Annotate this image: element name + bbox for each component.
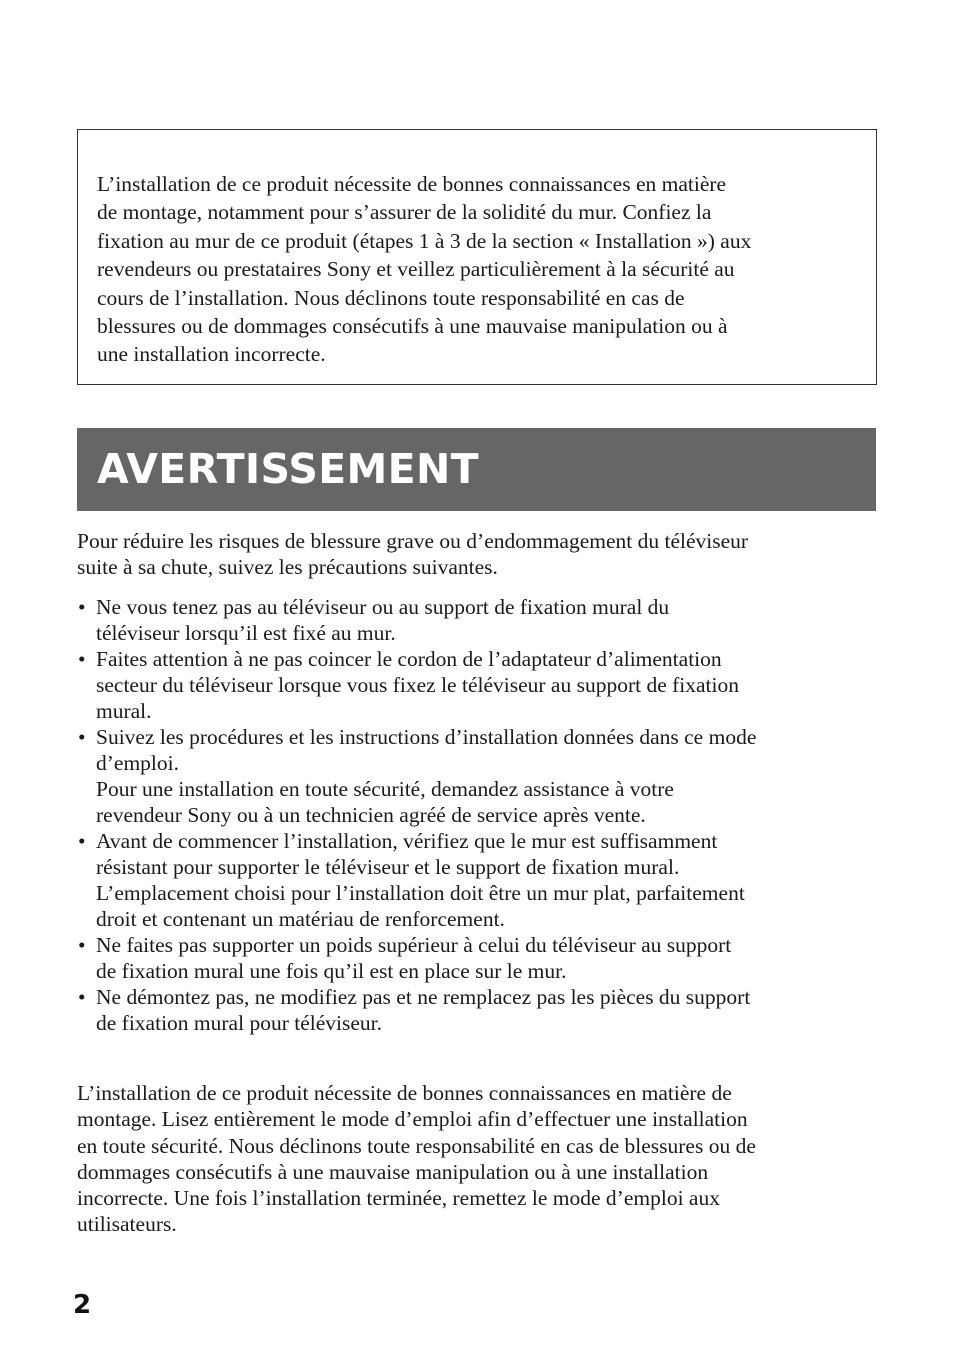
precaution-line: de fixation mural une fois qu’il est en place sur le mur.	[96, 959, 567, 983]
bullet-icon: •	[78, 829, 86, 853]
closing-line: utilisateurs.	[77, 1212, 177, 1237]
intro-line: Pour réduire les risques de blessure grave ou d’endommagement du téléviseur	[77, 529, 749, 553]
closing-line: L’installation de ce produit nécessite de bonnes connaissances en matière de	[77, 1081, 732, 1105]
notice-line: fixation au mur de ce produit (étapes 1 à 3 de la section « Installation ») aux	[97, 228, 752, 253]
precaution-item	[77, 594, 877, 646]
bullet-icon: •	[78, 985, 86, 1009]
installation-notice-box	[77, 129, 877, 385]
precaution-item	[77, 932, 877, 984]
precaution-line: mural.	[96, 699, 152, 723]
notice-line: de montage, notamment pour s’assurer de la solidité du mur. Confiez la	[97, 200, 712, 225]
precaution-line: Ne démontez pas, ne modifiez pas et ne remplacez pas les pièces du support	[96, 985, 751, 1009]
precaution-line: téléviseur lorsqu’il est fixé au mur.	[96, 621, 396, 645]
bullet-icon: •	[78, 595, 86, 619]
closing-paragraph	[77, 1080, 877, 1238]
installation-notice-text	[97, 170, 867, 369]
notice-line: revendeurs ou prestataires Sony et veillez particulièrement à la sécurité au	[97, 257, 735, 282]
precaution-item	[77, 646, 877, 724]
warning-intro	[77, 528, 877, 580]
precaution-line: de fixation mural pour téléviseur.	[96, 1011, 382, 1035]
notice-line: blessures ou de dommages consécutifs à une mauvaise manipulation ou à	[97, 314, 728, 339]
precaution-line: résistant pour supporter le téléviseur et le support de fixation mural.	[96, 855, 680, 879]
notice-line: L’installation de ce produit nécessite de bonnes connaissances en matière	[97, 172, 727, 196]
intro-line: suite à sa chute, suivez les précautions suivantes.	[77, 555, 498, 579]
precaution-line: Faites attention à ne pas coincer le cordon de l’adaptateur d’alimentation	[96, 647, 722, 671]
precaution-line: revendeur Sony ou à un technicien agréé de service après vente.	[96, 803, 646, 827]
page-number: 2	[73, 1290, 92, 1320]
precaution-line: Avant de commencer l’installation, vérifiez que le mur est suffisamment	[96, 829, 718, 853]
warning-title: AVERTISSEMENT	[97, 445, 479, 493]
precaution-line: L’emplacement choisi pour l’installation doit être un mur plat, parfaitement	[96, 881, 745, 905]
bullet-icon: •	[78, 725, 86, 749]
precautions-list	[77, 594, 877, 1036]
closing-line: en toute sécurité. Nous déclinons toute responsabilité en cas de blessures ou de	[77, 1133, 756, 1158]
precaution-line: droit et contenant un matériau de renforcement.	[96, 907, 505, 931]
bullet-icon: •	[78, 933, 86, 957]
precaution-line: Pour une installation en toute sécurité, demandez assistance à votre	[96, 777, 674, 801]
notice-line: une installation incorrecte.	[97, 342, 326, 367]
precaution-line: Ne vous tenez pas au téléviseur ou au support de fixation mural du	[96, 595, 670, 619]
precaution-line: Suivez les procédures et les instructions d’installation données dans ce mode	[96, 725, 757, 749]
warning-banner	[77, 428, 876, 511]
closing-line: montage. Lisez entièrement le mode d’emploi afin d’effectuer une installation	[77, 1107, 748, 1132]
precaution-line: d’emploi.	[96, 751, 179, 775]
precaution-item	[77, 828, 877, 932]
precaution-item	[77, 724, 877, 828]
precaution-line: secteur du téléviseur lorsque vous fixez le téléviseur au support de fixation	[96, 673, 740, 697]
bullet-icon: •	[78, 647, 86, 671]
precaution-item	[77, 984, 877, 1036]
closing-line: incorrecte. Une fois l’installation terminée, remettez le mode d’emploi aux	[77, 1186, 720, 1211]
closing-line: dommages consécutifs à une mauvaise manipulation ou à une installation	[77, 1159, 709, 1184]
precaution-line: Ne faites pas supporter un poids supérieur à celui du téléviseur au support	[96, 933, 732, 957]
notice-line: cours de l’installation. Nous déclinons toute responsabilité en cas de	[97, 285, 685, 310]
